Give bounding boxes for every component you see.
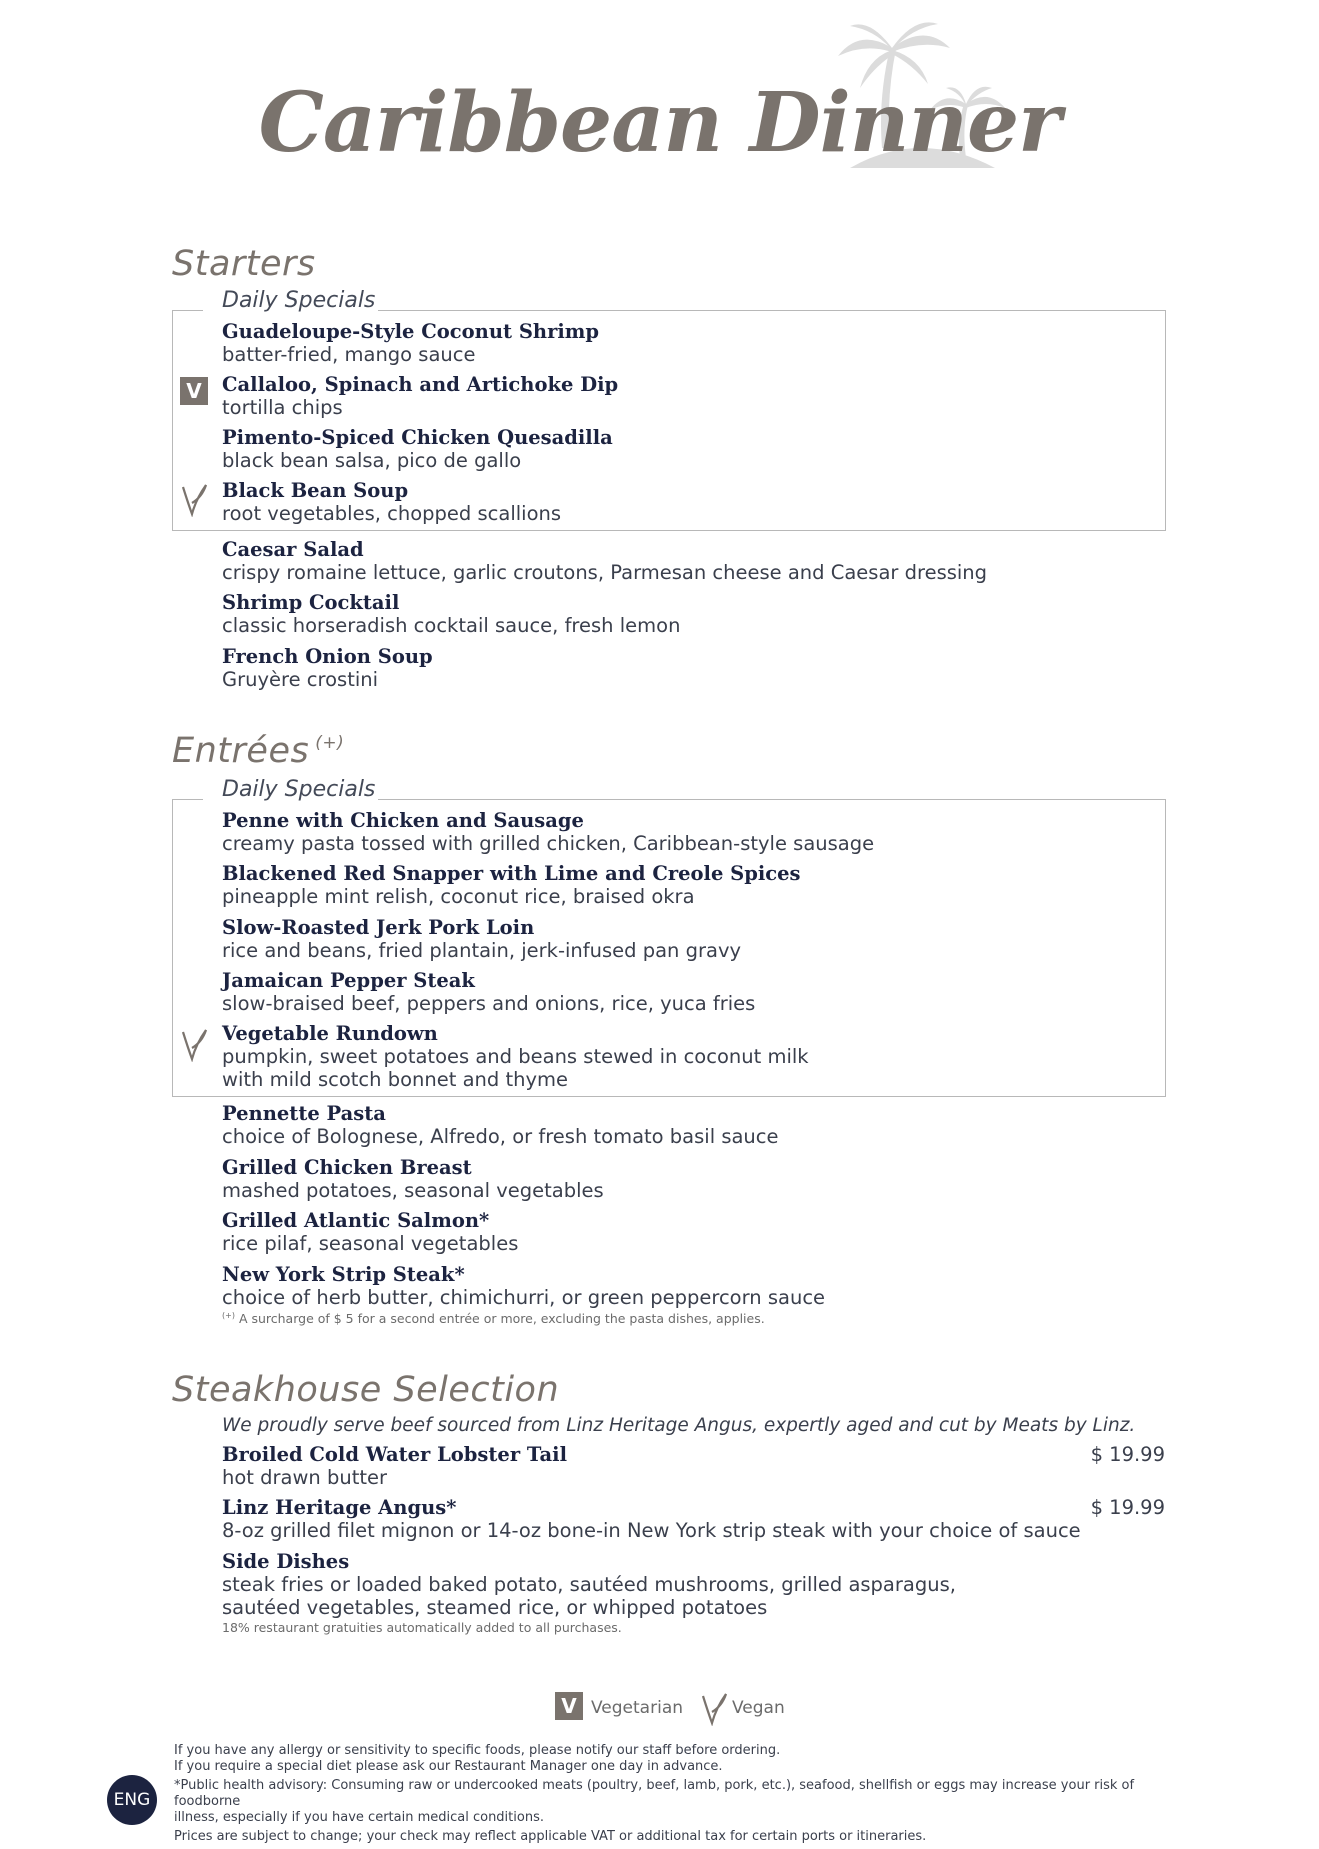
- menu-item: Caesar Salad crispy romaine lettuce, garlic croutons, Parmesan cheese and Caesar dressing: [222, 538, 988, 584]
- menu-item: Penne with Chicken and Sausage creamy pasta tossed with grilled chicken, Caribbean-style sausage: [222, 809, 875, 855]
- menu-item: Shrimp Cocktail classic horseradish cocktail sauce, fresh lemon: [222, 591, 681, 637]
- menu-item: Vegetable Rundown pumpkin, sweet potatoes and beans stewed in coconut milk with mild scotch bonnet and thyme: [222, 1022, 809, 1091]
- menu-item: Black Bean Soup root vegetables, chopped scallions: [222, 479, 562, 525]
- menu-item: Callaloo, Spinach and Artichoke Dip tortilla chips: [222, 373, 619, 419]
- menu-item: Grilled Chicken Breast mashed potatoes, seasonal vegetables: [222, 1156, 604, 1202]
- menu-header: [0, 0, 1319, 220]
- gratuity-note: 18% restaurant gratuities automatically added to all purchases.: [222, 1620, 622, 1635]
- menu-item: Blackened Red Snapper with Lime and Creole Spices pineapple mint relish, coconut rice, braised okra: [222, 862, 801, 908]
- vegetarian-v-icon: V: [555, 1692, 583, 1720]
- menu-item: Guadeloupe-Style Coconut Shrimp batter-fried, mango sauce: [222, 320, 600, 366]
- menu-item: Broiled Cold Water Lobster Tail hot drawn butter $ 19.99: [222, 1443, 1165, 1489]
- entrees-title: Entrées (+): [172, 731, 345, 771]
- starters-title: Starters: [172, 244, 316, 284]
- footer-disclaimer: If you have any allergy or sensitivity to specific foods, please notify our staff before ordering. If you require a special diet please ask our Restaurant Manager one day in advance. *Public health advisory: Consuming raw or undercooked meats (poultry, beef, lamb, pork, etc.), seafood, shellfish or eggs may increase your risk of foodborne illness, especially if you have certain medical conditions. Prices are subject to change; your check may reflect applicable VAT or additional tax for certain ports or itineraries.: [174, 1743, 1135, 1844]
- vegan-leaf-icon: [180, 481, 210, 517]
- surcharge-note: (+) A surcharge of $ 5 for a second entrée or more, excluding the pasta dishes, applies.: [222, 1311, 765, 1327]
- item-price: $ 19.99: [1090, 1496, 1165, 1519]
- legend-vegetarian-label: Vegetarian: [591, 1698, 684, 1718]
- steakhouse-title: Steakhouse Selection: [172, 1370, 560, 1410]
- menu-title: Caribbean Dinner: [258, 75, 1061, 171]
- item-price: $ 19.99: [1090, 1443, 1165, 1466]
- menu-item: Jamaican Pepper Steak slow-braised beef, peppers and onions, rice, yuca fries: [222, 969, 756, 1015]
- starters-specials-label: Daily Specials: [222, 288, 376, 313]
- menu-item: Side Dishes steak fries or loaded baked potato, sautéed mushrooms, grilled asparagus, sautéed vegetables, steamed rice, or whipped potatoes: [222, 1550, 956, 1619]
- menu-item: New York Strip Steak* choice of herb butter, chimichurri, or green peppercorn sauce: [222, 1263, 826, 1309]
- menu-item: Slow-Roasted Jerk Pork Loin rice and beans, fried plantain, jerk-infused pan gravy: [222, 916, 742, 962]
- entrees-specials-label: Daily Specials: [222, 777, 376, 802]
- menu-item: French Onion Soup Gruyère crostini: [222, 645, 433, 691]
- legend-vegan-label: Vegan: [732, 1698, 785, 1718]
- menu-item: Pimento-Spiced Chicken Quesadilla black bean salsa, pico de gallo: [222, 426, 613, 472]
- vegetarian-v-icon: V: [180, 377, 208, 405]
- vegan-leaf-icon: [180, 1026, 210, 1062]
- menu-item: Grilled Atlantic Salmon* rice pilaf, seasonal vegetables: [222, 1209, 519, 1255]
- vegan-leaf-icon: [700, 1690, 730, 1726]
- diet-legend: [0, 1692, 1319, 1726]
- menu-item: Pennette Pasta choice of Bolognese, Alfredo, or fresh tomato basil sauce: [222, 1102, 779, 1148]
- language-badge[interactable]: ENG: [107, 1775, 157, 1825]
- steakhouse-intro: We proudly serve beef sourced from Linz Heritage Angus, expertly aged and cut by Meats by Linz.: [222, 1415, 1136, 1436]
- menu-item: Linz Heritage Angus* 8-oz grilled filet mignon or 14-oz bone-in New York strip steak with your choice of sauce $ 19.99: [222, 1496, 1165, 1542]
